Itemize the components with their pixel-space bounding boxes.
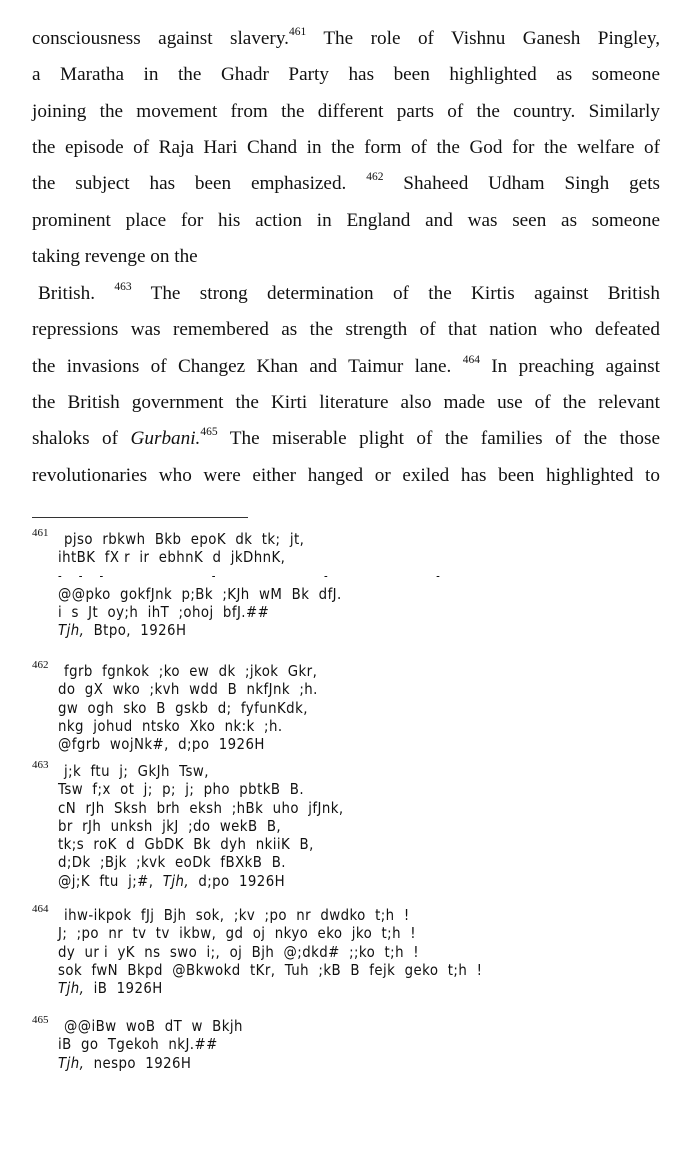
italic-term: Gurbani. [130,428,201,449]
footnote-line: j;k ftu j; GkJh Tsw, [64,762,209,780]
body-text: repressions was remembered as the strength of that nation who defeated [32,319,660,340]
footnote-line: Tjh, iB 1926H [58,979,163,998]
footnote-line: @@pko gokfJnk p;Bk ;KJh wM Bk dfJ. [58,584,342,603]
footnote-462 [32,659,672,754]
footnote-line: @fgrb wojNk#, d;po 1926H [58,735,265,754]
body-line [32,391,660,415]
footnote-line: d;Dk ;Bjk ;kvk eoDk fBXkB B. [58,853,286,872]
footnote-line: tk;s roK d GbDK Bk dyh nkiiK B, [58,835,314,854]
body-text: the British government the Kirti literature also made use of the relevant [32,392,660,413]
footnote-line: sok fwN Bkpd @Bkwokd tKr, Tuh ;kB B fejk geko t;h ! [58,960,483,979]
footnote-line: ihtBK fX r ir ebhnK d jkDhnK, [58,548,286,567]
footnote-line: gw ogh sko B gskb d; fyfunKdk, [58,698,308,717]
body-text: a Maratha in the Ghadr Party has been highlighted as someone [32,64,660,85]
footnote-line: ihw-ikpok fJj Bjh sok, ;kv ;po nr dwdko t;h ! [64,906,410,924]
footnote-line: - - - - - - [58,568,447,583]
footnote-line: @j;K ftu j;#, Tjh, d;po 1926H [58,871,286,890]
footnote-number: 463 [32,759,49,771]
body-line [32,464,660,488]
footnote-reference: 465 [200,425,218,438]
footnote-number: 462 [32,659,49,671]
footnote-line: nkg johud ntsko Xko nk:k ;h. [58,716,283,735]
footnote-reference: 464 [462,353,480,366]
body-text: the subject has been emphasized. [32,173,367,194]
body-text: the episode of Raja Hari Chand in the form of the God for the welfare of [32,137,660,158]
body-text: British. [38,283,115,304]
body-line [32,318,660,342]
body-text: taking revenge on the [32,246,198,267]
body-text: the invasions of Changez Khan and Taimur lane. [32,356,463,377]
footnote-line: J; ;po nr tv tv ikbw, gd oj nkyo eko jko t;h ! [58,924,417,943]
footnote-number: 461 [32,527,49,539]
body-line [32,427,660,451]
footnote-461 [32,527,672,640]
body-text: joining the movement from the different parts of the country. Similarly [32,101,660,122]
body-line [32,27,660,51]
footnote-line: pjso rbkwh Bkb epoK dk tk; jt, [64,530,305,548]
footnote-line: Tjh, nespo 1926H [58,1053,192,1072]
body-text: shaloks of [32,428,131,449]
footnote-reference: 463 [114,280,132,293]
body-line [32,63,660,87]
footnote-465 [32,1014,672,1072]
footnote-line: Tsw f;x ot j; p; j; pho pbtkB B. [58,780,305,799]
footnote-line: do gX wko ;kvh wdd B nkfJnk ;h. [58,680,318,699]
body-text: revolutionaries who were either hanged or exiled has been highlighted to [32,465,660,486]
body-line [32,172,660,196]
body-text: The miserable plight of the families of the those [217,428,660,449]
footnote-line: cN rJh Sksh brh eksh ;hBk uho jfJnk, [58,798,344,817]
footnote-number: 465 [32,1014,49,1026]
body-text: consciousness against slavery. [32,28,289,49]
body-line [32,209,660,233]
footnote-reference: 462 [366,170,384,183]
footnote-line: Tjh, Btpo, 1926H [58,621,187,640]
footnote-463 [32,759,672,890]
footnote-line: iB go Tgekoh nkJ.## [58,1035,218,1054]
footnote-separator [32,517,248,518]
body-text: Shaheed Udham Singh gets [383,173,660,194]
footnote-line: dy ur i yK ns swo i;, oj Bjh @;dkd# ;;ko t;h ! [58,942,420,961]
body-text: In preaching against [479,356,660,377]
body-text: The role of Vishnu Ganesh Pingley, [306,28,660,49]
body-line [38,282,660,306]
body-line [32,245,660,269]
footnote-line: @@iBw woB dT w Bkjh [64,1017,243,1035]
footnote-number: 464 [32,903,49,915]
footnote-line: br rJh unksh jkJ ;do wekB B, [58,816,282,835]
body-line [32,100,660,124]
body-line [32,355,660,379]
body-text: prominent place for his action in England and was seen as someone [32,210,660,231]
footnote-line: i s Jt oy;h ihT ;ohoj bfJ.## [58,603,270,622]
footnote-line: fgrb fgnkok ;ko ew dk ;jkok Gkr, [64,662,318,680]
footnote-464 [32,903,672,998]
body-text: The strong determination of the Kirtis against British [131,283,660,304]
body-line [32,136,660,160]
footnote-reference: 461 [288,25,307,38]
